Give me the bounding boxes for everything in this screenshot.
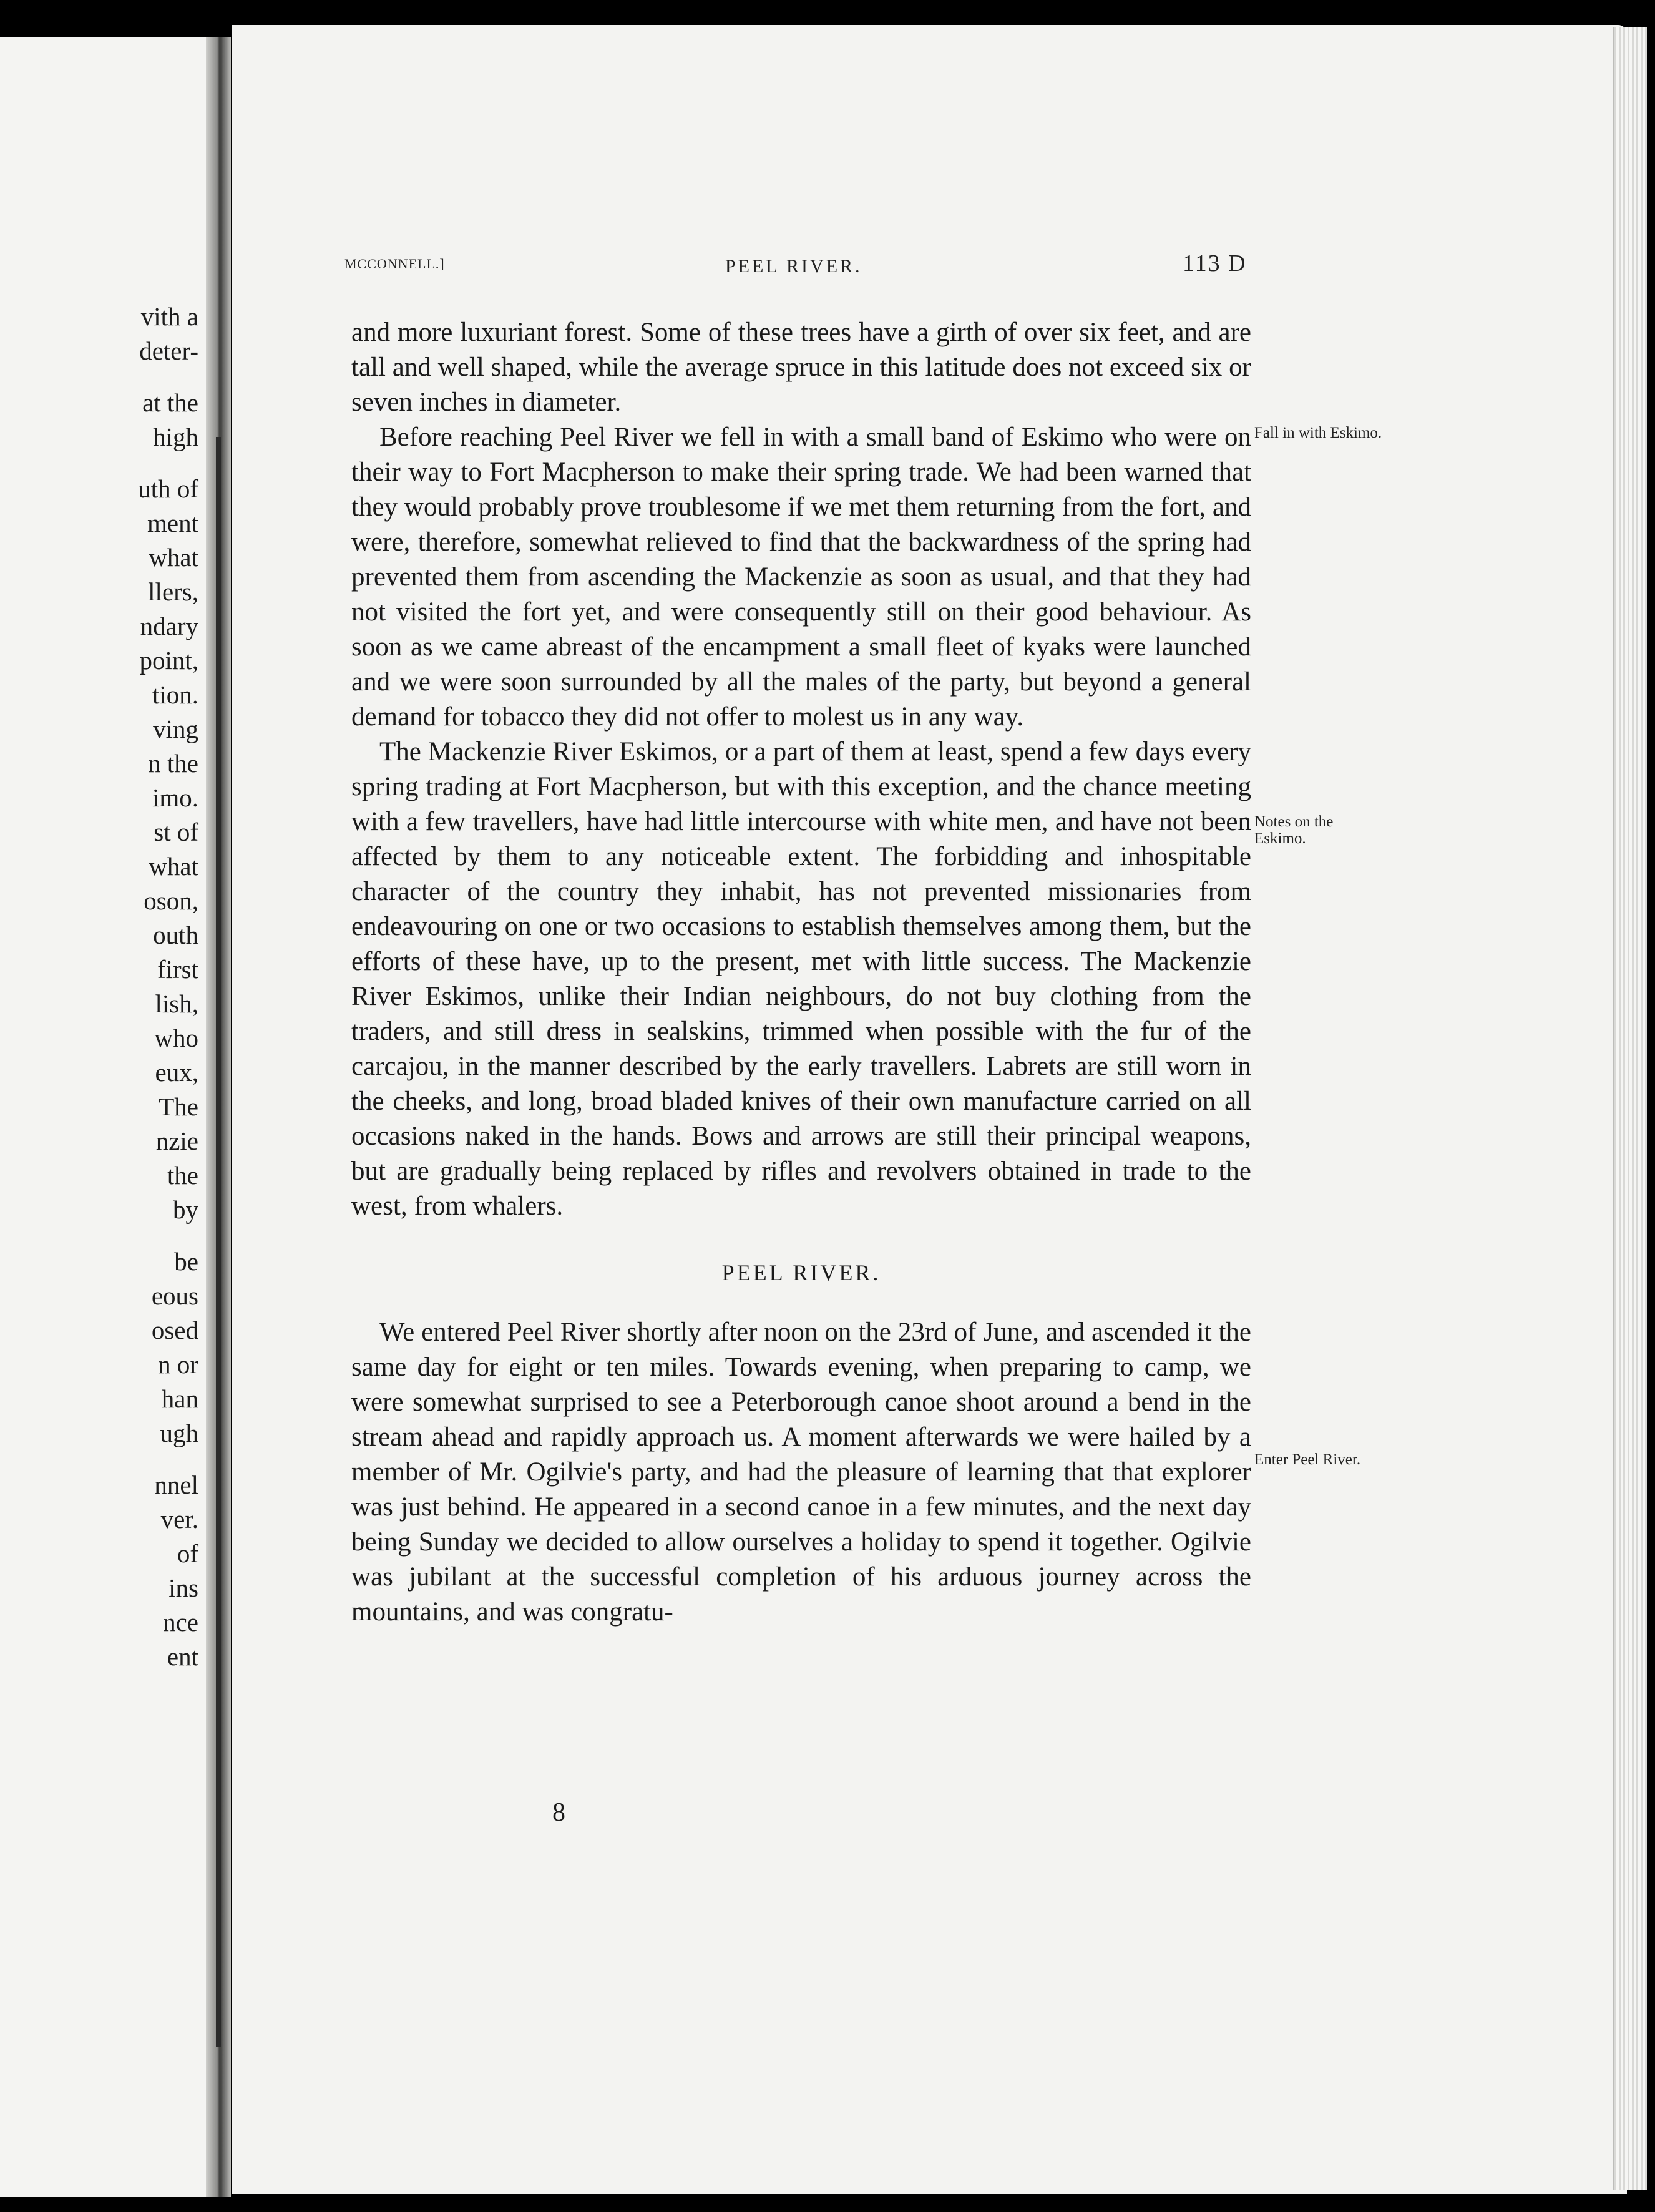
left-fragment: first	[157, 955, 198, 984]
left-fragment: of	[177, 1539, 198, 1568]
binding-stitch	[216, 437, 221, 2047]
left-fragment: ent	[167, 1642, 198, 1671]
left-fragment: han	[161, 1384, 198, 1413]
left-fragment: uth of	[138, 474, 198, 503]
left-fragment: eous	[151, 1281, 198, 1310]
left-fragment: ins	[168, 1573, 198, 1602]
left-fragment: ver.	[160, 1505, 198, 1534]
running-head-author: MCCONNELL.]	[344, 256, 445, 272]
margin-note: Fall in with Eskimo.	[1254, 424, 1382, 441]
left-fragment: at the	[142, 388, 198, 417]
left-fragment: deter-	[139, 336, 198, 365]
section-heading: PEEL RIVER.	[721, 1260, 881, 1285]
left-fragment: nzie	[155, 1127, 198, 1155]
left-fragment: imo.	[152, 783, 198, 812]
left-page-text	[0, 300, 198, 1674]
left-fragment: ugh	[160, 1419, 198, 1447]
body-text	[351, 315, 1251, 1630]
left-fragment: The	[159, 1092, 198, 1121]
signature-mark: 8	[552, 1798, 565, 1827]
paragraph: The Mackenzie River Eskimos, or a part of them at least, spend a few days every spring trading at Fort Macpherson, but with this exception, and the chance meeting with a few travellers, have had little intercourse with white men, and have not been affected by them to any noticeable extent. The forbidding and inhospitable character of the country they inhabit, has not prevented missionaries from endeavouring on one or two occasions to establish themselves among them, but the efforts of these have, up to the present, met with little success. The Mackenzie River Eskimos, unlike their Indian neighbours, do not buy clothing from the traders, and still dress in sealskins, trimmed when possible with the fur of the carcajou, in the manner described by the early travellers. Labrets are still worn in the cheeks, and long, broad bladed knives of their own manufacture carried on all occasions naked in the hands. Bows and arrows are still their principal weapons, but are gradually being replaced by rifles and revolvers obtained in trade to the west, from whalers.	[351, 737, 1251, 1221]
left-fragment: what	[149, 852, 198, 881]
left-fragment: nce	[163, 1608, 198, 1637]
left-fragment: lish,	[155, 989, 198, 1018]
page-number: 113 D	[1183, 250, 1247, 276]
left-fragment: by	[173, 1195, 198, 1224]
left-fragment: high	[153, 423, 198, 451]
running-head-title: PEEL RIVER.	[725, 256, 862, 276]
left-fragment: tion.	[152, 680, 198, 709]
left-fragment: ving	[153, 715, 198, 743]
paragraph: Before reaching Peel River we fell in with a small band of Eskimo who were on their way to Fort Macpherson to make their spring trade. We had been warned that they would probably prove troublesome if we met them returning from the fort, and were, therefore, somewhat relieved to find that the backwardness of the spring had prevented them from ascending the Mackenzie as soon as usual, and that they had not visited the fort yet, and were consequently still on their good behaviour. As soon as we came abreast of the encampment a small fleet of kyaks were launched and we were soon surrounded by all the males of the party, but beyond a general demand for tobacco they did not offer to molest us in any way.	[351, 423, 1251, 732]
left-fragment: vith a	[140, 302, 198, 331]
left-fragment: n or	[158, 1350, 198, 1379]
left-fragment: outh	[153, 921, 198, 949]
left-fragment: n the	[148, 749, 198, 778]
left-fragment: ndary	[140, 612, 198, 640]
page-edge	[1613, 27, 1647, 2190]
left-fragment: the	[167, 1161, 198, 1190]
left-fragment: be	[174, 1247, 198, 1276]
paragraph: and more luxuriant forest. Some of these trees have a girth of over six feet, and are tall and well shaped, while the average spruce in this latitude does not exceed six or seven inches in diameter.	[351, 318, 1251, 417]
left-fragment: nnel	[154, 1471, 198, 1499]
paragraph: We entered Peel River shortly after noon on the 23rd of June, and ascended it the same day for eight or ten miles. Towards evening, when preparing to camp, we were somewhat surprised to see a Peterborough canoe shoot around a bend in the stream ahead and rapidly approach us. A moment afterwards we were hailed by a member of Mr. Ogilvie's party, and had the pleasure of learning that that explorer was just behind. He appeared in a second canoe in a few minutes, and the next day being Sunday we decided to allow ourselves a holiday to spend it together. Ogilvie was jubilant at the successful completion of his arduous journey across the mountains, and was congratu-	[351, 1318, 1251, 1627]
left-fragment: ment	[147, 509, 198, 537]
left-fragment: what	[149, 543, 198, 572]
left-fragment: who	[154, 1024, 198, 1052]
left-fragment: oson,	[144, 886, 198, 915]
left-fragment: st of	[154, 818, 198, 846]
left-fragment: eux,	[155, 1058, 198, 1087]
margin-note: Enter Peel River.	[1254, 1451, 1361, 1468]
left-fragment: llers,	[148, 577, 198, 606]
margin-note: Notes on the Eskimo.	[1254, 813, 1334, 847]
left-fragment: point,	[139, 646, 198, 675]
left-fragment: osed	[151, 1316, 198, 1344]
